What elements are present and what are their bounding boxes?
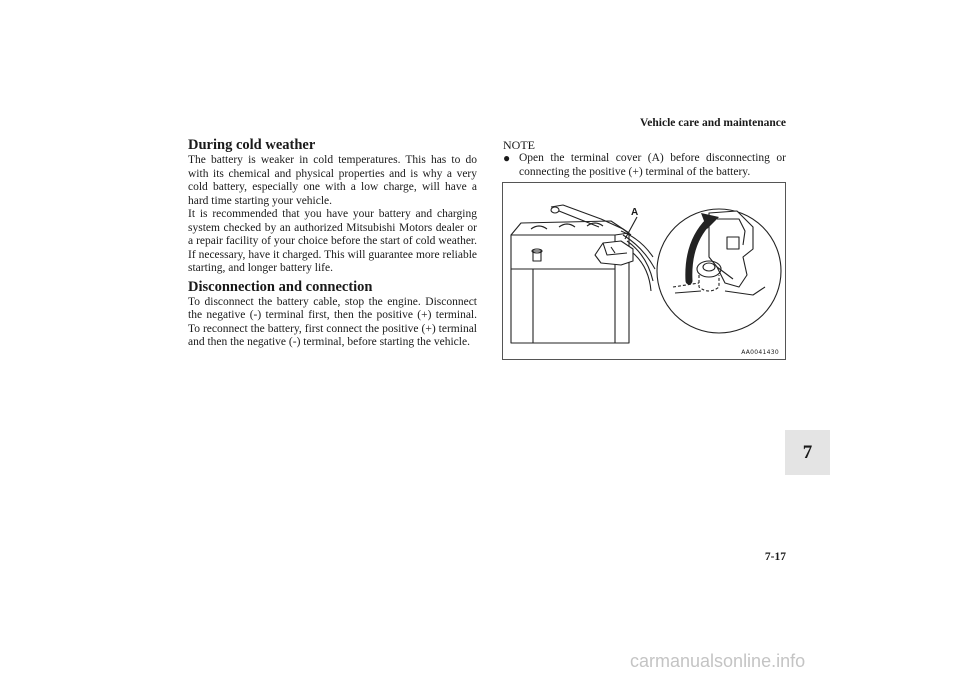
battery-terminal-figure xyxy=(502,182,786,360)
cold-weather-paragraph-2: It is recommended that you have your battery and charging system checked by an authorized Mitsubishi Motors dealer or a repair facility of your choice before the start of cold weather. If necessary, have it charged. This will guarantee more reliable starting, and longer battery life. xyxy=(188,208,477,274)
disconnection-paragraph: To disconnect the battery cable, stop the engine. Disconnect the negative (-) terminal first, then the positive (+) terminal. To reconnect the battery, first connect the positive (+) terminal and then the negative (-) terminal, before starting the vehicle. xyxy=(188,295,477,348)
callout-label-a: A xyxy=(631,207,639,218)
note-block xyxy=(503,138,786,179)
note-text: Open the terminal cover (A) before disconnecting or connecting the positive (+) terminal of the battery. xyxy=(519,152,786,178)
filled-circle-bullet-icon: ● xyxy=(503,151,511,165)
cold-weather-paragraph-1: The battery is weaker in cold temperatures. This has to do with its chemical and physical properties and is why a very cold battery, especially one with a low charge, will have a hard time starting your vehicle. xyxy=(188,154,477,207)
note-label: NOTE xyxy=(503,138,535,152)
left-column xyxy=(188,137,477,350)
battery-illustration xyxy=(503,183,787,361)
cold-weather-heading: During cold weather xyxy=(188,137,316,153)
section-tab: 7 xyxy=(785,430,830,475)
figure-code: AA0041430 xyxy=(741,349,779,356)
disconnection-heading: Disconnection and connection xyxy=(188,278,373,295)
page-number: 7-17 xyxy=(764,551,786,563)
running-header: Vehicle care and maintenance xyxy=(640,117,786,129)
watermark: carmanualsonline.info xyxy=(630,651,806,671)
note-item xyxy=(503,152,786,179)
